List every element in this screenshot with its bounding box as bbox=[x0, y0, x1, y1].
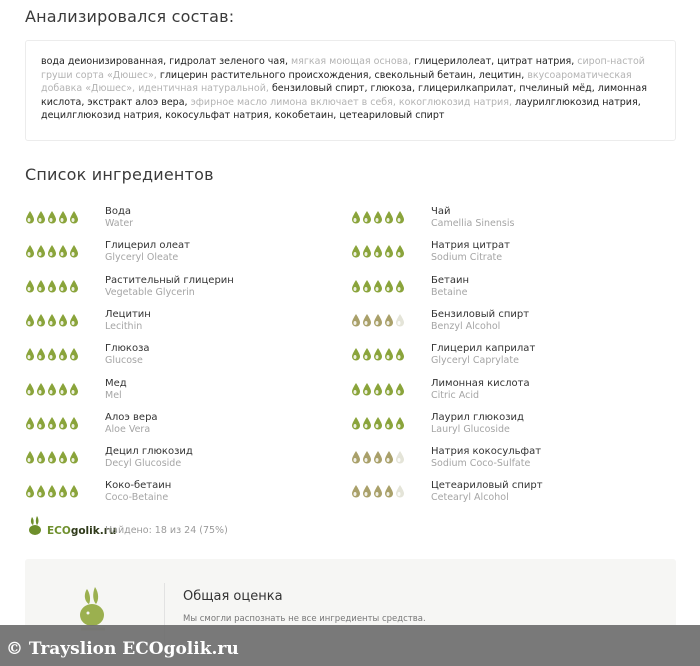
drop-rating-icon bbox=[25, 450, 35, 464]
drop-rating-icon bbox=[395, 416, 405, 430]
ingredient-latin-name: Lauryl Glucoside bbox=[431, 423, 510, 435]
composition-item-known: кокосульфат натрия bbox=[165, 110, 269, 121]
drop-rating-icon bbox=[351, 484, 361, 498]
drop-rating-icon bbox=[58, 347, 68, 361]
drop-rating-icon bbox=[47, 210, 57, 224]
composition-item-known: гидролат зеленого чая bbox=[169, 56, 285, 67]
drop-rating-icon bbox=[69, 210, 79, 224]
drop-rating-icon bbox=[362, 416, 372, 430]
composition-item-known: лимонная кислота bbox=[41, 83, 647, 108]
drop-rating-icon bbox=[362, 484, 372, 498]
drop-rating-icon bbox=[58, 313, 68, 327]
ingredient-rating bbox=[351, 484, 405, 498]
ingredient-rating bbox=[351, 450, 405, 464]
drop-rating-icon bbox=[69, 484, 79, 498]
drop-rating-icon bbox=[384, 313, 394, 327]
watermark-footer: © Trayslion ECOgolik.ru bbox=[0, 625, 700, 666]
drop-rating-icon bbox=[373, 279, 383, 293]
drop-rating-icon bbox=[36, 484, 46, 498]
drop-rating-icon bbox=[47, 450, 57, 464]
composition-item-known: свекольный бетаин bbox=[374, 69, 473, 81]
ingredient-name: Лецитин bbox=[105, 308, 151, 320]
composition-item-known: лецитин bbox=[478, 69, 522, 81]
ingredient-latin-name: Water bbox=[105, 218, 134, 229]
composition-item-known: цетеариловый спирт bbox=[339, 110, 445, 121]
drop-rating-icon bbox=[384, 484, 394, 498]
drop-rating-icon bbox=[395, 382, 405, 396]
ingredient-name: Цетеариловый спирт bbox=[431, 480, 543, 492]
drop-rating-icon bbox=[47, 484, 57, 498]
drop-rating-icon bbox=[69, 450, 79, 464]
composition-item-known: глюкоза bbox=[370, 83, 412, 94]
composition-item-unknown: вкусоароматическая добавка «Дюшес», идентичная натуральной bbox=[41, 69, 632, 94]
drop-rating-icon bbox=[47, 347, 57, 361]
ingredient-latin-name: Glyceryl Caprylate bbox=[431, 355, 519, 367]
composition-item-known: экстракт алоэ вера bbox=[87, 96, 185, 108]
drop-rating-icon bbox=[69, 279, 79, 293]
ingredient-rating bbox=[351, 416, 405, 430]
ingredient-name: Вода bbox=[105, 206, 132, 217]
composition-text: вода деионизированная, гидролат зеленого чая, мягкая моющая основа, глицерилолеат, цитрат натрия, сироп-настой груши сорта «Дюшес», глицерин растительного происхождения, свекольный бетаин, лецитин, вкусоароматическая добавка «Дюшес», идентичная натуральной, бензиловый спирт, глюкоза, глицерилкаприлат, пчелиный мёд, лимонная кислота, экстракт алоэ вера, эфирное масло лимона включает в себя, кокоглюкозид натрия, лаурилглюкозид натрия, децилглюкозид натрия, кокосульфат натрия, кокобетаин, цетеариловый спирт bbox=[41, 56, 647, 121]
drop-rating-icon bbox=[36, 450, 46, 464]
drop-rating-icon bbox=[36, 244, 46, 258]
ingredient-rating bbox=[25, 244, 79, 258]
ingredient-latin-name: Sodium Coco-Sulfate bbox=[431, 458, 531, 470]
drop-rating-icon bbox=[69, 347, 79, 361]
drop-rating-icon bbox=[351, 210, 361, 224]
drop-rating-icon bbox=[351, 244, 361, 258]
drop-rating-icon bbox=[373, 484, 383, 498]
drop-rating-icon bbox=[58, 484, 68, 498]
ingredient-latin-name: Camellia Sinensis bbox=[431, 218, 515, 229]
ingredient-rating bbox=[351, 279, 405, 293]
ingredient-name: Бетаин bbox=[431, 274, 470, 286]
ingredient-name: Чай bbox=[431, 206, 451, 217]
composition-box bbox=[25, 40, 676, 141]
ingredient-latin-name: Benzyl Alcohol bbox=[431, 320, 501, 332]
drop-rating-icon bbox=[395, 244, 405, 258]
ingredient-rating bbox=[25, 347, 79, 361]
drop-rating-icon bbox=[351, 450, 361, 464]
drop-rating-icon bbox=[47, 244, 57, 258]
ingredient-latin-name: Decyl Glucoside bbox=[105, 458, 182, 470]
drop-rating-icon bbox=[395, 347, 405, 361]
drop-rating-icon bbox=[36, 416, 46, 430]
drop-rating-icon bbox=[362, 244, 372, 258]
ingredient-rating bbox=[25, 416, 79, 430]
drop-rating-icon bbox=[373, 347, 383, 361]
ingredient-name: Децил глюкозид bbox=[105, 446, 193, 458]
ingredient-name: Глицерил каприлат bbox=[431, 343, 536, 355]
drop-rating-icon bbox=[58, 244, 68, 258]
drop-rating-icon bbox=[362, 450, 372, 464]
ingredient-name: Глюкоза bbox=[105, 343, 150, 355]
ingredient-rating bbox=[25, 484, 79, 498]
ingredient-name: Бензиловый спирт bbox=[431, 308, 530, 320]
drop-rating-icon bbox=[362, 347, 372, 361]
ingredient-rating bbox=[351, 210, 405, 224]
ingredient-latin-name: Coco-Betaine bbox=[105, 492, 169, 504]
ingredient-rating bbox=[351, 244, 405, 258]
drop-rating-icon bbox=[373, 313, 383, 327]
composition-item-known: вода деионизированная bbox=[41, 56, 164, 67]
drop-rating-icon bbox=[373, 244, 383, 258]
drop-rating-icon bbox=[25, 382, 35, 396]
bunny-logo-icon bbox=[25, 515, 47, 537]
ingredient-latin-name: Sodium Citrate bbox=[431, 252, 503, 264]
drop-rating-icon bbox=[36, 313, 46, 327]
drop-rating-icon bbox=[384, 382, 394, 396]
composition-item-unknown: сироп-настой груши сорта «Дюшес» bbox=[41, 56, 645, 81]
drop-rating-icon bbox=[395, 484, 405, 498]
drop-rating-icon bbox=[373, 416, 383, 430]
logo-golik-text: golik.ru bbox=[70, 525, 117, 537]
drop-rating-icon bbox=[47, 416, 57, 430]
composition-item-known: бензиловый спирт bbox=[271, 83, 365, 94]
drop-rating-icon bbox=[25, 484, 35, 498]
composition-item-unknown: эфирное масло лимона включает в себя, кокоглюкозид натрия bbox=[190, 96, 509, 108]
ingredient-rating bbox=[25, 210, 79, 224]
drop-rating-icon bbox=[373, 210, 383, 224]
drop-rating-icon bbox=[362, 279, 372, 293]
composition-item-known: децилглюкозид натрия bbox=[41, 110, 160, 121]
drop-rating-icon bbox=[373, 382, 383, 396]
drop-rating-icon bbox=[384, 450, 394, 464]
drop-rating-icon bbox=[69, 382, 79, 396]
drop-rating-icon bbox=[58, 416, 68, 430]
drop-rating-icon bbox=[58, 382, 68, 396]
drop-rating-icon bbox=[69, 313, 79, 327]
drop-rating-icon bbox=[351, 382, 361, 396]
drop-rating-icon bbox=[58, 279, 68, 293]
drop-rating-icon bbox=[373, 450, 383, 464]
ecogolik-logo[interactable] bbox=[25, 515, 116, 537]
composition-item-known: цитрат натрия bbox=[497, 56, 572, 67]
ingredient-name: Коко-бетаин bbox=[105, 480, 172, 492]
ingredient-rating bbox=[351, 382, 405, 396]
drop-rating-icon bbox=[384, 210, 394, 224]
ingredient-latin-name: Mel bbox=[105, 389, 122, 401]
ingredient-rating bbox=[25, 313, 79, 327]
ingredient-latin-name: Vegetable Glycerin bbox=[105, 286, 195, 298]
drop-rating-icon bbox=[36, 210, 46, 224]
drop-rating-icon bbox=[25, 279, 35, 293]
ingredient-latin-name: Citric Acid bbox=[431, 389, 480, 401]
composition-item-known: глицерилолеат bbox=[414, 56, 492, 67]
drop-rating-icon bbox=[395, 210, 405, 224]
ingredient-name: Глицерил олеат bbox=[105, 240, 190, 252]
ingredient-name: Мед bbox=[105, 377, 127, 389]
ingredient-rating bbox=[351, 347, 405, 361]
composition-item-known: глицерилкаприлат bbox=[418, 83, 514, 94]
ingredient-latin-name: Cetearyl Alcohol bbox=[431, 492, 509, 504]
logo-eco-text: ECO bbox=[47, 525, 71, 537]
drop-rating-icon bbox=[362, 382, 372, 396]
ingredient-name: Лаурил глюкозид bbox=[431, 411, 524, 423]
composition-item-known: глицерин растительного происхождения bbox=[159, 69, 369, 81]
composition-item-known: кокобетаин bbox=[274, 110, 334, 121]
drop-rating-icon bbox=[36, 347, 46, 361]
ingredient-latin-name: Aloe Vera bbox=[105, 423, 151, 435]
drop-rating-icon bbox=[25, 347, 35, 361]
drop-rating-icon bbox=[25, 416, 35, 430]
ingredient-rating bbox=[351, 313, 405, 327]
ingredients-title: Список ингредиентов bbox=[25, 165, 214, 184]
drop-rating-icon bbox=[384, 279, 394, 293]
drop-rating-icon bbox=[395, 279, 405, 293]
drop-rating-icon bbox=[47, 313, 57, 327]
found-count: Найдено: 18 из 24 (75%) bbox=[105, 525, 228, 536]
drop-rating-icon bbox=[395, 450, 405, 464]
drop-rating-icon bbox=[58, 210, 68, 224]
ingredient-rating bbox=[25, 279, 79, 293]
drop-rating-icon bbox=[47, 382, 57, 396]
drop-rating-icon bbox=[58, 450, 68, 464]
drop-rating-icon bbox=[36, 279, 46, 293]
drop-rating-icon bbox=[362, 313, 372, 327]
drop-rating-icon bbox=[351, 416, 361, 430]
drop-rating-icon bbox=[25, 244, 35, 258]
composition-title: Анализировался состав: bbox=[25, 7, 235, 26]
ingredient-name: Натрия кокосульфат bbox=[431, 446, 542, 458]
drop-rating-icon bbox=[384, 416, 394, 430]
drop-rating-icon bbox=[351, 347, 361, 361]
ingredient-latin-name: Lecithin bbox=[105, 320, 143, 332]
ingredient-latin-name: Betaine bbox=[431, 286, 468, 298]
ingredient-latin-name: Glyceryl Oleate bbox=[105, 252, 179, 264]
ingredient-name: Растительный глицерин bbox=[105, 274, 234, 286]
ingredient-rating bbox=[25, 450, 79, 464]
composition-item-known: лаурилглюкозид натрия bbox=[514, 96, 638, 108]
drop-rating-icon bbox=[25, 210, 35, 224]
drop-rating-icon bbox=[351, 313, 361, 327]
overall-subtitle: Мы смогли распознать не все ингредиенты средства. bbox=[183, 614, 426, 624]
composition-item-unknown: мягкая моющая основа bbox=[291, 56, 409, 67]
ingredient-name: Лимонная кислота bbox=[431, 377, 530, 389]
drop-rating-icon bbox=[69, 244, 79, 258]
drop-rating-icon bbox=[395, 313, 405, 327]
drop-rating-icon bbox=[69, 416, 79, 430]
ingredient-rating bbox=[25, 382, 79, 396]
drop-rating-icon bbox=[362, 210, 372, 224]
drop-rating-icon bbox=[384, 347, 394, 361]
ingredient-name: Алоэ вера bbox=[105, 411, 158, 423]
drop-rating-icon bbox=[47, 279, 57, 293]
drop-rating-icon bbox=[36, 382, 46, 396]
composition-item-known: пчелиный мёд bbox=[519, 83, 592, 94]
ingredient-name: Натрия цитрат bbox=[431, 240, 510, 252]
ingredient-latin-name: Glucose bbox=[105, 355, 143, 367]
overall-title: Общая оценка bbox=[183, 589, 283, 604]
drop-rating-icon bbox=[25, 313, 35, 327]
drop-rating-icon bbox=[351, 279, 361, 293]
drop-rating-icon bbox=[384, 244, 394, 258]
